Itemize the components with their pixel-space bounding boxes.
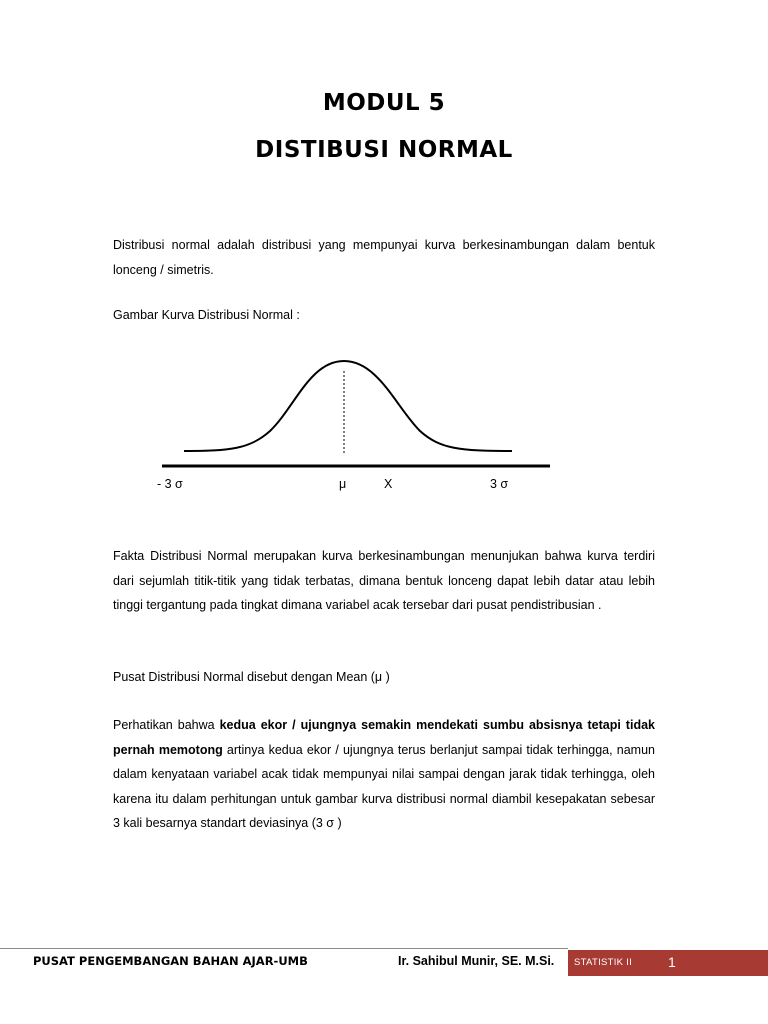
perhatikan-rest: artinya kedua ekor / ujungnya terus berlanjut sampai tidak terhingga, namun dalam kenyataan variabel acak tidak mempunyai nilai sampai dengan jarak tidak terhingga, oleh karena itu dalam perhitungan untuk gambar kurva distribusi normal diambil kesepakatan sebesar 3 kali besarnya standart deviasinya (3 σ ) [113,742,655,830]
footer-subject: STATISTIK II [574,957,633,968]
label-mu: μ [339,477,347,491]
perhatikan-lead: Perhatikan bahwa [113,718,220,732]
normal-curve-figure [150,345,560,475]
pusat-paragraph: Pusat Distribusi Normal disebut dengan Mean (μ ) [113,670,390,684]
perhatikan-bold: kedua ekor / ujungnya semakin mendekati sumbu absisnya tetapi tidak pernah memotong [113,718,655,757]
intro-paragraph: Distribusi normal adalah distribusi yang mempunyai kurva berkesinambungan dalam bentuk lonceng / simetris. [113,238,655,277]
module-title: MODUL 5 [322,90,446,116]
footer-institution: PUSAT PENGEMBANGAN BAHAN AJAR-UMB [33,954,308,968]
label-minus-3-sigma: - 3 σ [157,477,183,491]
fakta-paragraph: Fakta Distribusi Normal merupakan kurva berkesinambungan menunjukan bahwa kurva terdiri dari sejumlah titik-titik yang tidak terbatas, dimana bentuk lonceng dapat lebih datar atau lebih tinggi tergantung pada tingkat dimana variabel acak tersebar dari pusat pendistribusian . [113,549,655,612]
label-x: X [384,477,393,491]
figure-caption: Gambar Kurva Distribusi Normal : [113,308,300,322]
chapter-title: DISTIBUSI NORMAL [255,137,513,163]
label-plus-3-sigma: 3 σ [490,477,509,491]
bell-curve [184,361,512,451]
footer-author: Ir. Sahibul Munir, SE. M.Si. [398,954,555,968]
page-number: 1 [668,954,676,970]
footer-subject-bar [568,950,768,976]
footer-divider [0,948,568,949]
perhatikan-paragraph [113,713,655,836]
